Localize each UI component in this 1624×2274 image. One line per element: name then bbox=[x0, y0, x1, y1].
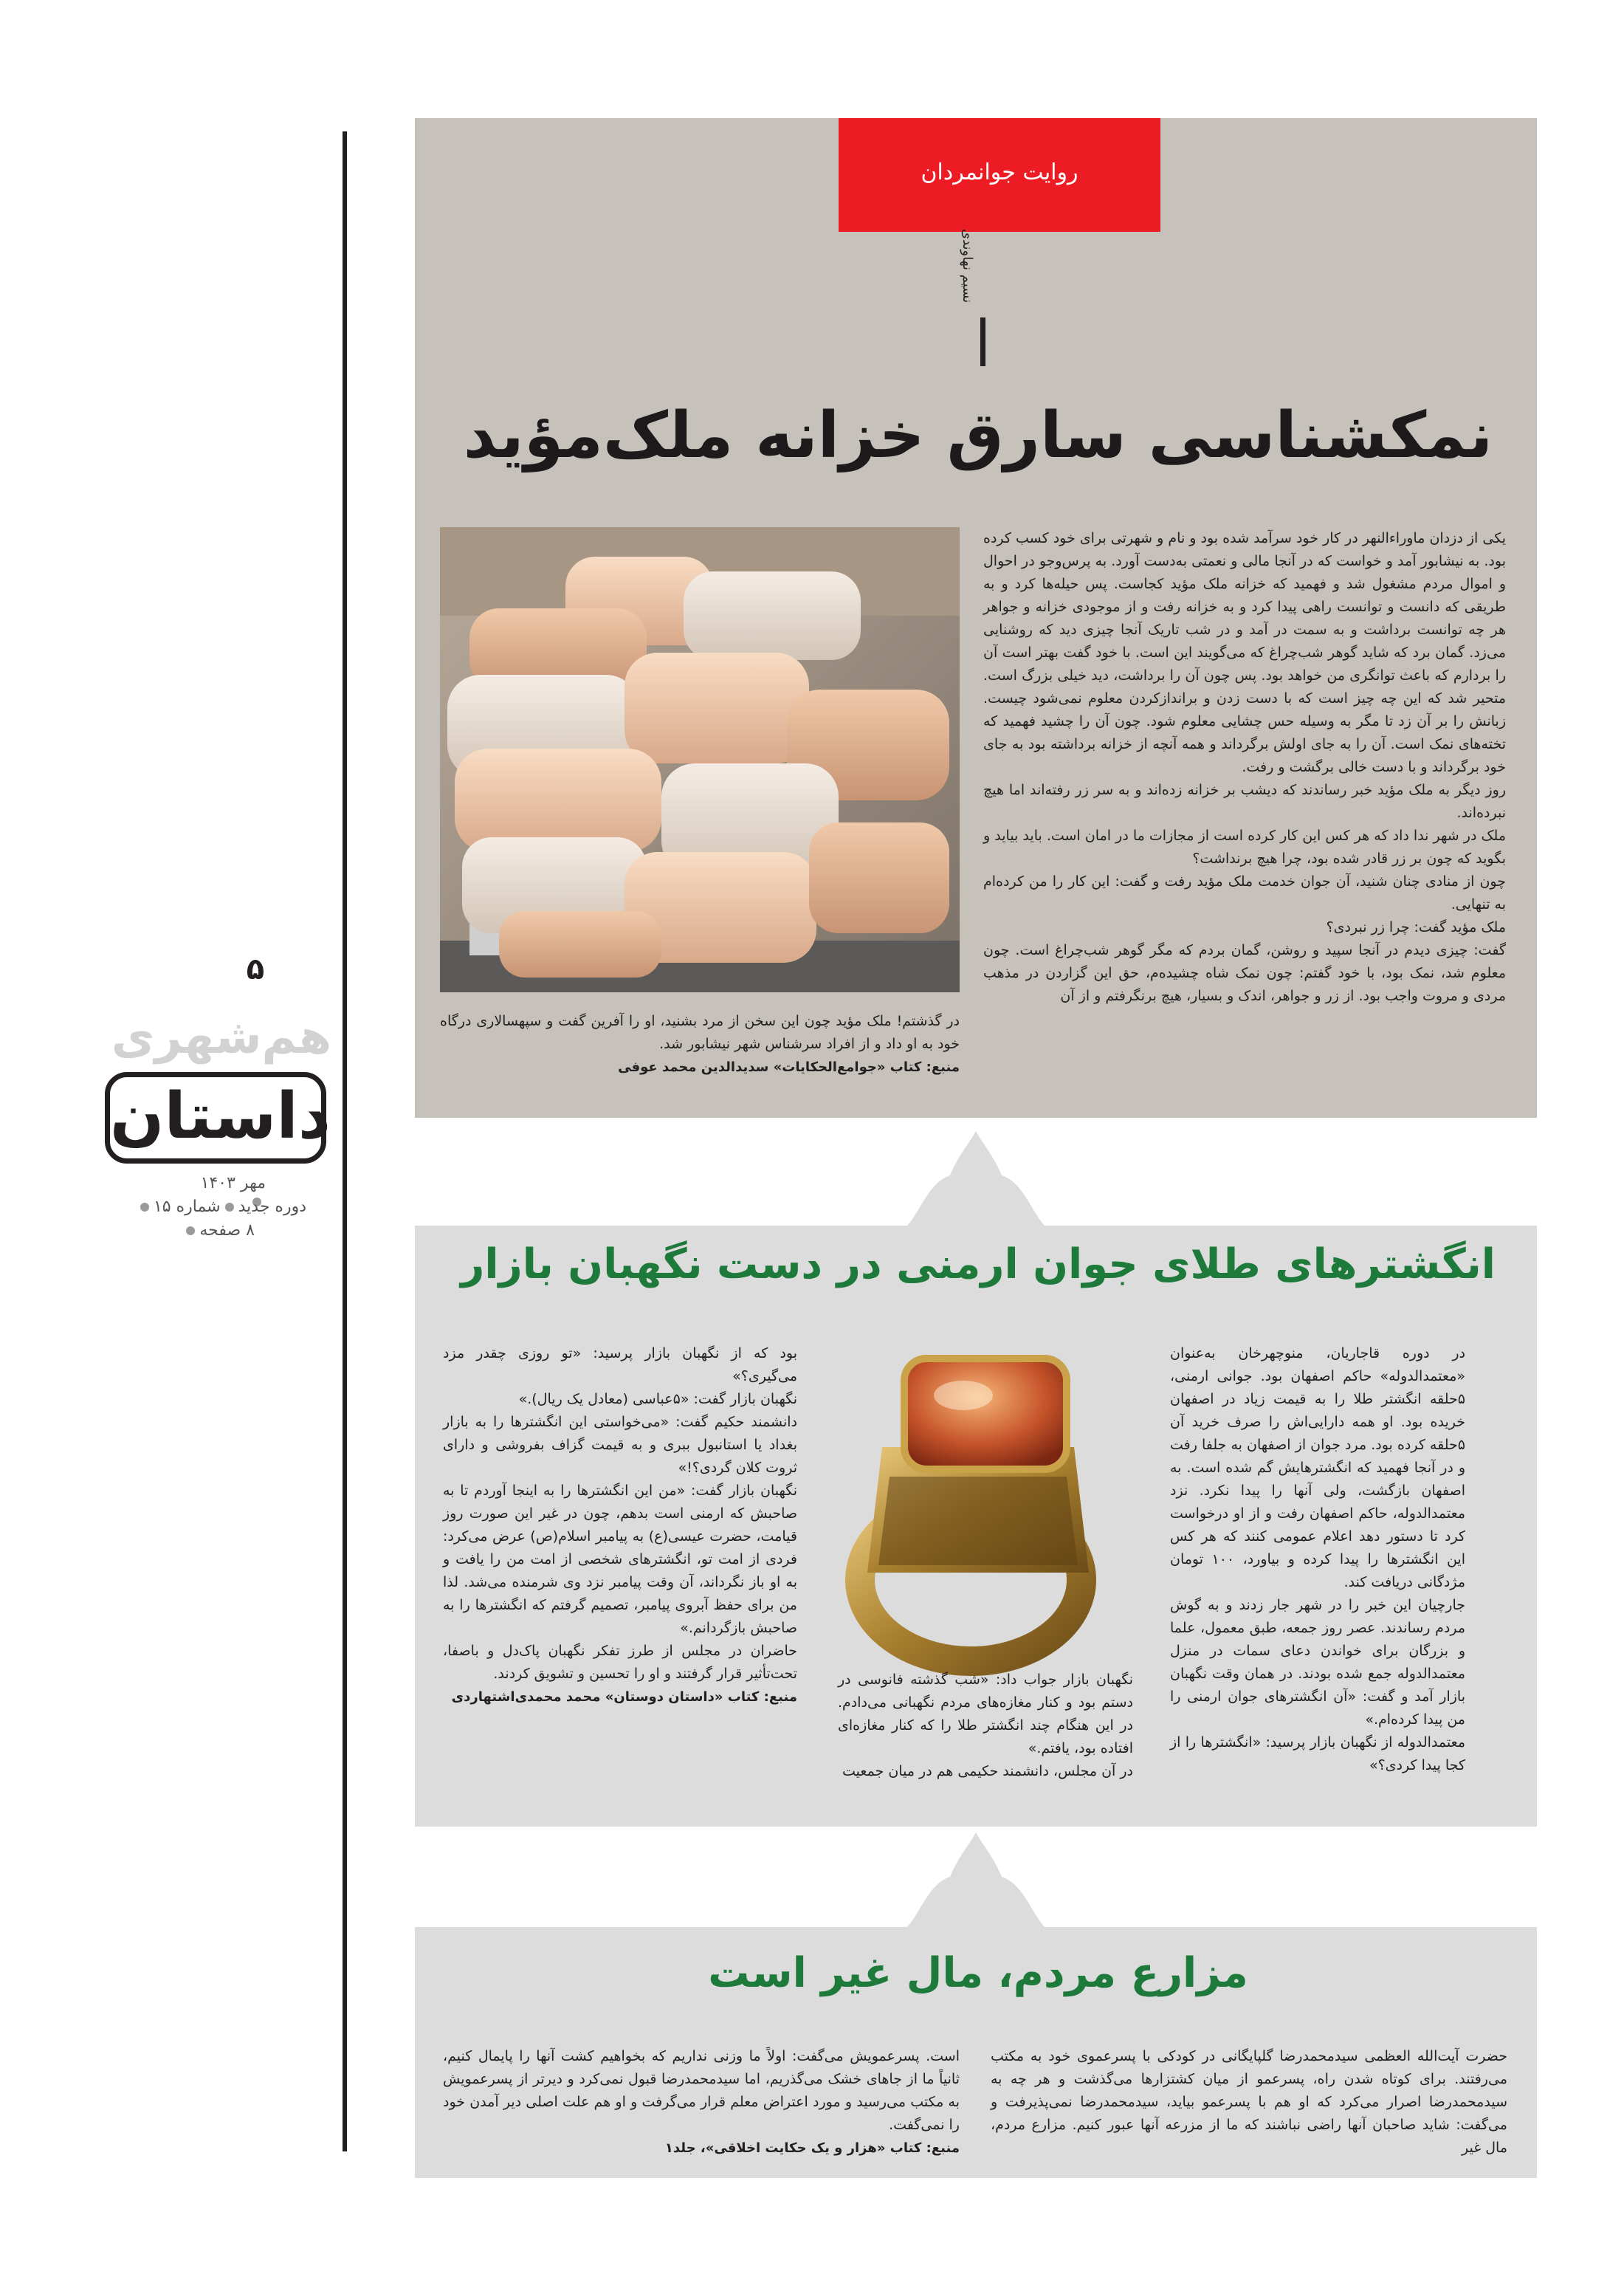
brand-subtitle: هم‌شهری bbox=[111, 1010, 332, 1065]
bullet-icon bbox=[186, 1226, 195, 1235]
arch-ornament bbox=[906, 1832, 1046, 1928]
article2-col-right: در دوره قاجاریان، منوچهرخان به‌عنوان «معتمدالدوله» حاکم اصفهان بود. جوانی ارمنی، ۵حلقه انگشتر طلا را به قیمت زیاد در اصفهان خریده بود. او همه دارایی‌اش را صرف خرید آن ۵حلقه کرده بود. مرد جوان از اصفهان به جلفا رفت و در آنجا فهمید که انگشترهایش گم شده است. به اصفهان بازگشت، ولی آنها را پیدا نکرد. نزد معتمدالدوله، حاکم اصفهان رفت و از او درخواست کرد تا دستور دهد اعلام عمومی کنند که هر کس این انگشترها را پیدا کرده و بیاورد، ۱۰۰ تومان مژدگانی دریافت کند. جارچیان این خبر را در شهر جار زدند و به گوش مردم رساندند. عصر روز جمعه، طبق معمول، علما و بزرگان برای خواندن دعای سمات در منزل معتمدالدوله جمع شده بودند. در همان وقت نگهبان بازار آمد و گفت: «آن انگشترهای جوان ارمنی را من پیدا کرده‌ام.» معتمدالدوله از نگهبان بازار پرسید: «انگشترها را از کجا پیدا کردی؟» bbox=[1170, 1345, 1465, 1773]
arch-ornament bbox=[906, 1131, 1046, 1227]
section-label: روایت جوانمردان bbox=[921, 159, 1078, 185]
gold-ring-photo bbox=[838, 1329, 1126, 1676]
issue-info: دوره جدیدشماره ۱۵ bbox=[103, 1198, 306, 1216]
salt-blocks-photo bbox=[440, 527, 960, 992]
article1-source: منبع: کتاب «جوامع‌الحکایات» سدیدالدین محمد عوفی bbox=[618, 1059, 960, 1075]
author-rule bbox=[980, 317, 985, 366]
article2-title: انگشترهای طلای جوان ارمنی در دست نگهبان بازار bbox=[461, 1240, 1496, 1288]
issue-date: مهر ۱۴۰۳ bbox=[185, 1174, 266, 1211]
article3-source: منبع: کتاب «هزار و یک حکایت اخلاقی»، جلد۱ bbox=[664, 2140, 960, 2156]
paragraph: ملک مؤید گفت: چرا زر نبردی؟ bbox=[1326, 919, 1506, 935]
bullet-icon bbox=[225, 1203, 234, 1212]
article3-col-right: حضرت آیت‌الله العظمی سیدمحمدرضا گلپایگانی در کودکی با پسرعموی خود به مکتب می‌رفتند. برای کوتاه شدن راه، پسرعمو از میان کشتزارها می‌گذشت و هر چه به سیدمحمدرضا اصرار می‌کرد که او هم با پسرعمو بیاید، سیدمحمدرضا نمی‌پذیرفت و می‌گفت: شاید صاحبان آنها راضی نباشند که ما از مزرعه آنها عبور کنیم. مزارع مردم، مال غیر bbox=[991, 2048, 1507, 2156]
paragraph: چون از منادی چنان شنید، آن جوان خدمت ملک مؤید رفت و گفت: این کار را من کرده‌ام به تنهایی. bbox=[983, 873, 1506, 913]
page-count: ۸ صفحه bbox=[162, 1221, 255, 1240]
article2-source: منبع: کتاب «داستان دوستان» محمد محمدی‌اشتهاردی bbox=[451, 1689, 797, 1705]
paragraph: ملک در شهر ندا داد که هر کس این کار کرده است از مجازات ما در امان است. باید بیاید و بگوید که چون بر زر قادر شده بود، چرا هیچ برنداشت؟ bbox=[983, 828, 1506, 867]
paragraph: یکی از دزدان ماوراءالنهر در کار خود سرآمد شده بود و نام و شهرتی برای خود کسب کرده بود. به نیشابور آمد و خواست که در آنجا مالی و نعمتی به‌دست آورد. به پرس‌وجو در احوال و اموال مردم مشغول شد و فهمید که خزانه ملک مؤید کجاست. پس حیله‌ها کرد و به طریقی که دانست و توانست راهی پیدا کرد و به خزانه رفت و از موجودی خزانه و جواهر هر چه توانست برداشت و به سمت در آمد و در شب تاریک آنجا چیزی دید که روشنایی می‌زد. گمان برد که شاید گوهر شب‌چراغ که می‌گویند این است. با خود گفت بهتر است آن را بردارم که باعث توانگری من خواهد بود. پس چون آن را برداشت، دید خیلی بزرگ است. متحیر شد که این چه چیز است که با دست زدن و براندازکردن معلوم نمی‌شود چیست. زبانش را بر آن زد تا مگر به وسیله حس چشایی معلوم شود. چون آن را چشید فهمید که تخته‌های نمک است. آن را به جای اولش برگرداند و همه آنچه از خزانه برداشته بود به جای خود برگرداند و با دست خالی برگشت و رفت. bbox=[983, 530, 1506, 775]
article3-title: مزارع مردم، مال غیر است bbox=[708, 1949, 1248, 1997]
article2-col-left: بود که از نگهبان بازار پرسید: «تو روزی چقدر مزد می‌گیری؟» نگهبان بازار گفت: «۵عباسی (معادل یک ریال).» دانشمند حکیم گفت: «می‌خواستی این انگشترها را به بازار بغداد یا استانبول ببری و به قیمت گزاف بفروشی و دارای ثروت کلان گردی؟!» نگهبان بازار گفت: «من این انگشترها را به اینجا آوردم تا به صاحبش که ارمنی است بدهم، چون در غیر این صورت روز قیامت، حضرت عیسی(ع) به پیامبر اسلام(ص) عرض می‌کرد: فردی از امت تو، انگشترهای شخصی از امت من را یافت و به او باز نگرداند، آن وقت پیامبر نزد وی شرمنده می‌شد. لذا من برای حفظ آبروی پیامبر، تصمیم گرفتم که انگشترها را به صاحبش بازگردانم.» حاضران در مجلس از طرز تفکر نگهبان پاک‌دل و باصفا، تحت‌تأثیر قرار گرفتند و او را تحسین و تشویق کردند. منبع: کتاب «داستان دوستان» محمد محمدی‌اشتهاردی bbox=[443, 1342, 797, 1708]
paragraph: روز دیگر به ملک مؤید خبر رساندند که دیشب بر خزانه زده‌اند و به سر زر رفته‌اند اما هیچ نبرده‌اند. bbox=[983, 782, 1506, 821]
article1-continuation: در گذشتم! ملک مؤید چون این سخن از مرد بشنید، او را آفرین گفت و سپهسالاری درگاه خود به او داد و از افراد سرشناس شهر نیشابور شد. منبع: کتاب «جوامع‌الحکایات» سدیدالدین محمد عوفی bbox=[440, 1010, 960, 1079]
article3-col-left: است. پسرعمویش می‌گفت: اولاً ما وزنی نداریم که بخواهیم کشت آنها را پایمال کنیم، ثانیاً ما از جاهای خشک می‌گذریم، اما سیدمحمدرضا قبول نمی‌کرد و دیرتر از پسرعمویش به مکتب می‌رسید و مورد اعتراض معلم قرار می‌گرفت و او هم علت اصلی دیر آمدن خود را نمی‌گفت. منبع: کتاب «هزار و یک حکایت اخلاقی»، جلد۱ bbox=[443, 2045, 960, 2160]
page-number: ۵ bbox=[246, 952, 265, 986]
article1-title: نمکشناسی سارق خزانه ملک‌مؤید bbox=[463, 399, 1493, 473]
article1-body bbox=[983, 527, 1506, 1096]
vertical-rule bbox=[343, 131, 347, 2151]
brand-logo: داستان bbox=[105, 1072, 326, 1164]
author-name: نسیم نهاوندی bbox=[960, 229, 975, 303]
article2-col-middle: نگهبان بازار جواب داد: «شب گذشته فانوسی در دستم بود و کنار مغازه‌های مردم نگهبانی می‌دادم. در این هنگام چند انگشتر طلا را که کنار مغازه‌ای افتاده بود، یافتم.» در آن مجلس، دانشمند حکیمی هم در میان جمعیت bbox=[838, 1672, 1133, 1779]
bullet-icon bbox=[140, 1203, 149, 1212]
paragraph: گفت: چیزی دیدم در آنجا سپید و روشن، گمان بردم که مگر گوهر شب‌چراغ است. چون معلوم شد، نمک بود، با خود گفتم: چون نمک شاه چشیده‌م، حق این گزاردن در مذهب مردی و مروت واجب بود. از زر و جواهر، اندک و بسیار، هیچ برنگرفتم و از آن bbox=[983, 942, 1506, 1004]
